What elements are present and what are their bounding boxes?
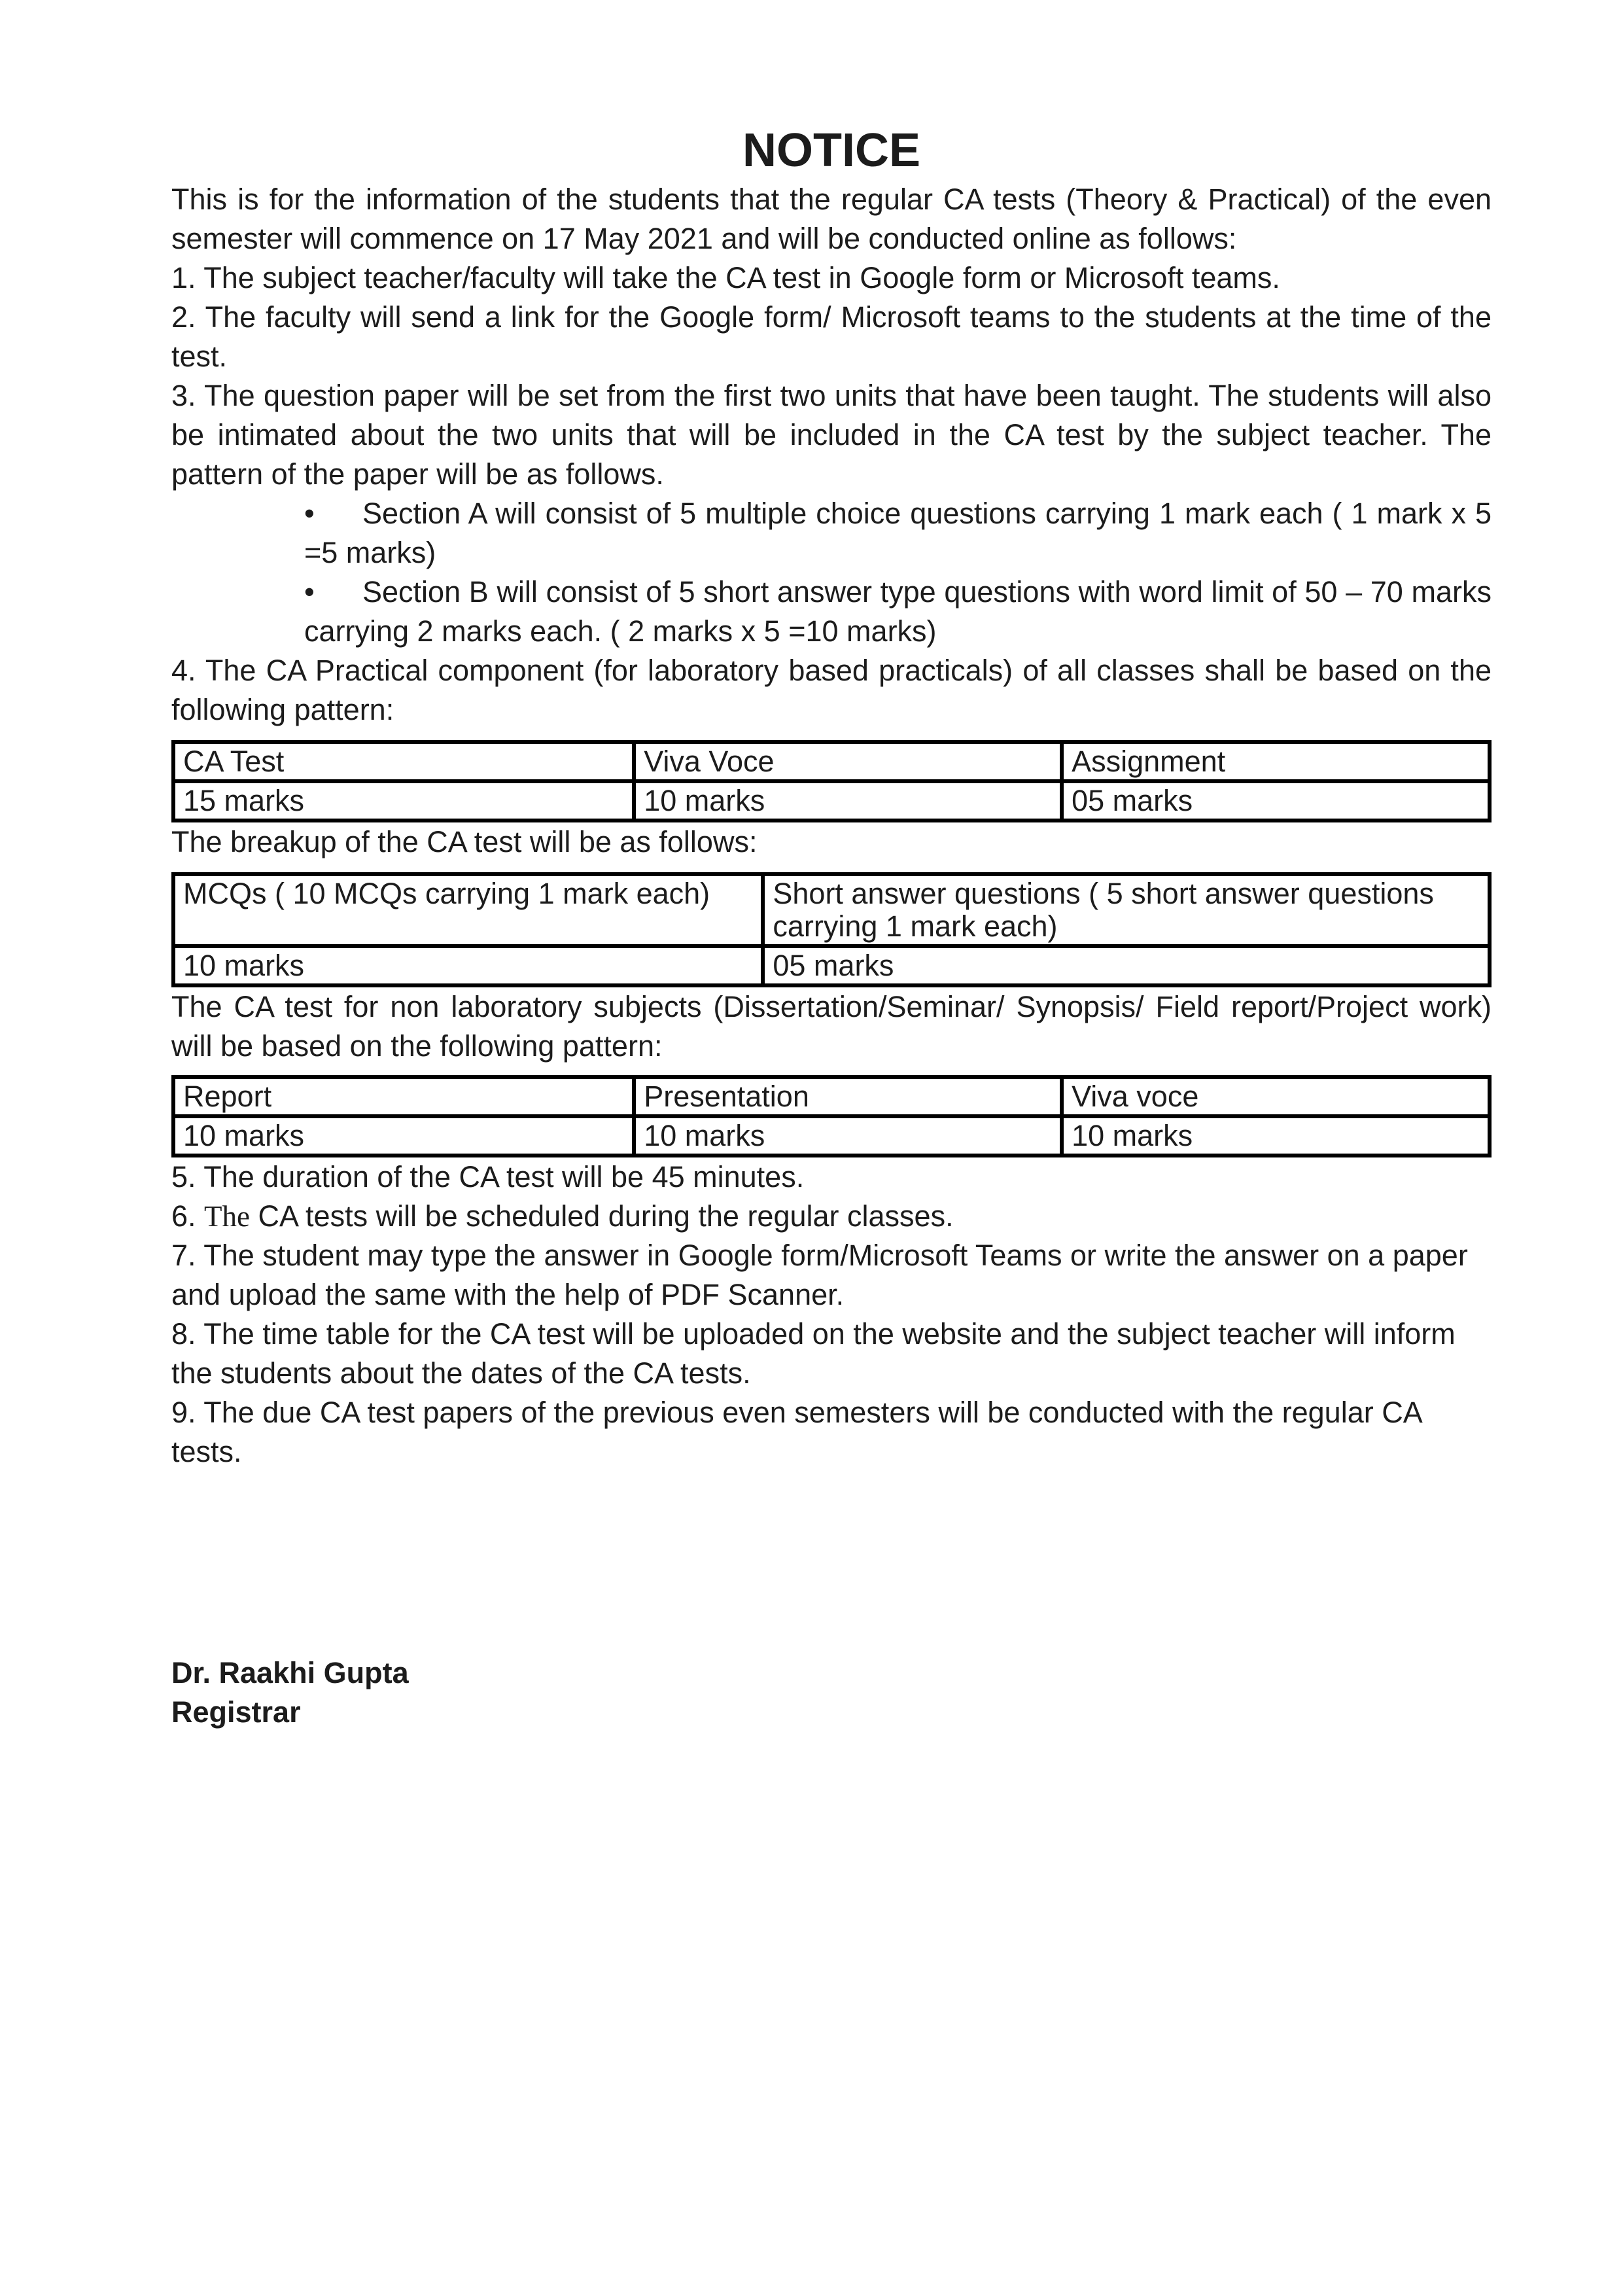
signature-block	[171, 1653, 1492, 1732]
item-6-rest: CA tests will be scheduled during the regular classes.	[250, 1199, 954, 1233]
table-row	[173, 1116, 1490, 1156]
notice-title: NOTICE	[742, 124, 920, 177]
signatory-title: Registrar	[171, 1695, 301, 1729]
table-header-cell: Viva Voce	[634, 742, 1062, 781]
table-row	[173, 946, 1490, 985]
bullet-icon: •	[304, 575, 315, 609]
nonlab-intro: The CA test for non laboratory subjects (Dissertation/Seminar/ Synopsis/ Field report/Project work) will be based on the following pattern:	[171, 990, 1492, 1063]
table-data-cell: 10 marks	[1062, 1116, 1490, 1156]
table-data-cell: 10 marks	[173, 1116, 634, 1156]
table-header-cell: Assignment	[1062, 742, 1490, 781]
bullet-item-b	[304, 573, 1492, 651]
table-header-cell: CA Test	[173, 742, 634, 781]
table-header-cell: Presentation	[634, 1077, 1062, 1116]
table-header-cell: MCQs ( 10 MCQs carrying 1 mark each)	[173, 874, 763, 946]
table-row	[173, 874, 1490, 946]
table-data-cell: 10 marks	[634, 1116, 1062, 1156]
numbered-item-4: 4. The CA Practical component (for laboratory based practicals) of all classes shall be based on the following pattern:	[171, 654, 1492, 726]
bullet-item-b-text: Section B will consist of 5 short answer type questions with word limit of 50 – 70 marks carrying 2 marks each. ( 2 marks x 5 =10 marks)	[304, 575, 1492, 648]
table-row	[173, 1077, 1490, 1116]
numbered-item-2: 2. The faculty will send a link for the Google form/ Microsoft teams to the students at the time of the test.	[171, 300, 1492, 373]
table-data-cell: 10 marks	[173, 946, 763, 985]
bullet-item-a	[304, 494, 1492, 573]
table-data-cell: 05 marks	[1062, 781, 1490, 821]
table-data-cell: 05 marks	[763, 946, 1490, 985]
table-header-cell: Viva voce	[1062, 1077, 1490, 1116]
table-header-cell: Report	[173, 1077, 634, 1116]
bullet-item-a-text: Section A will consist of 5 multiple choice questions carrying 1 mark each ( 1 mark x 5 =5 marks)	[304, 497, 1492, 569]
nonlab-table	[171, 1075, 1492, 1157]
numbered-item-7: 7. The student may type the answer in Google form/Microsoft Teams or write the answer on a paper and upload the same with the help of PDF Scanner.	[171, 1239, 1468, 1311]
numbered-item-6	[171, 1197, 1492, 1236]
numbered-item-9: 9. The due CA test papers of the previous even semesters will be conducted with the regular CA tests.	[171, 1396, 1422, 1468]
bullet-icon: •	[304, 497, 315, 530]
table-row	[173, 742, 1490, 781]
item-6-serif-word: The	[204, 1200, 251, 1233]
numbered-item-8: 8. The time table for the CA test will be uploaded on the website and the subject teacher will inform the students about the dates of the CA tests.	[171, 1317, 1456, 1390]
table-data-cell: 15 marks	[173, 781, 634, 821]
numbered-item-1: 1. The subject teacher/faculty will take the CA test in Google form or Microsoft teams.	[171, 261, 1280, 294]
table-data-cell: 10 marks	[634, 781, 1062, 821]
numbered-item-3: 3. The question paper will be set from the first two units that have been taught. The students will also be intimated about the two units that will be included in the CA test by the subject teacher. The pattern of the paper will be as follows.	[171, 379, 1492, 491]
signatory-name: Dr. Raakhi Gupta	[171, 1656, 409, 1689]
intro-paragraph: This is for the information of the students that the regular CA tests (Theory & Practical) of the even semester will commence on 17 May 2021 and will be conducted online as follows:	[171, 183, 1492, 255]
practical-pattern-table	[171, 740, 1492, 822]
numbered-item-5: 5. The duration of the CA test will be 45 minutes.	[171, 1160, 805, 1193]
table-header-cell: Short answer questions ( 5 short answer questions carrying 1 mark each)	[763, 874, 1490, 946]
breakup-intro: The breakup of the CA test will be as follows:	[171, 825, 758, 858]
item-6-number: 6.	[171, 1199, 205, 1233]
breakup-table	[171, 872, 1492, 987]
table-row	[173, 781, 1490, 821]
